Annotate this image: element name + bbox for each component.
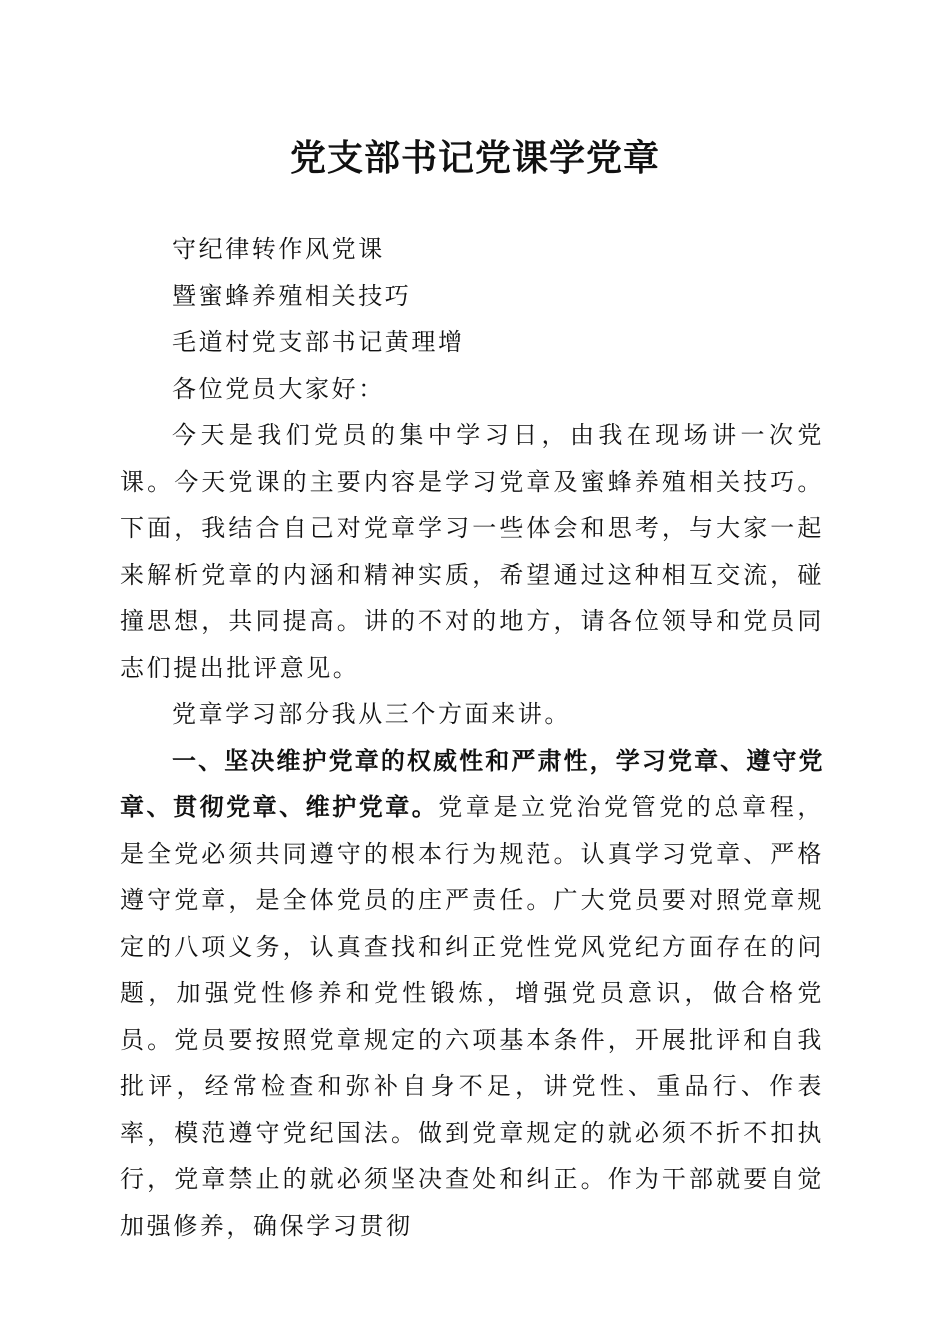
subtitle-line-2: 暨蜜蜂养殖相关技巧: [172, 281, 412, 310]
section-1-body: 党章是立党治党管党的总章程，是全党必须共同遵守的根本行为规范。认真学习党章、严格遵守党章，是全体党员的庄严责任。广大党员要对照党章规定的八项义务，认真查找和纠正党性党风党纪方面存在的问题，加强党性修养和党性锻炼，增强党员意识，做合格党员。党员要按照党章规定的六项基本条件，开展批评和自我批评，经常检查和弥补自身不足，讲党性、重品行、作表率，模范遵守党纪国法。做到党章规定的就必须不折不扣执行，党章禁止的就必须坚决查处和纠正。作为干部就要自觉加强修养，确保学习贯彻: [120, 793, 825, 1240]
section-1-heading: 一、坚决维护党章的权威性和严肃性，学习党章、遵守党章、贯彻党章、维护党章。: [120, 746, 824, 821]
document-body: [120, 226, 824, 1249]
greeting: 各位党员大家好：: [172, 374, 385, 403]
subtitle-line-1: 守纪律转作风党课: [172, 235, 385, 263]
document-title: 党支部书记党课学党章: [289, 137, 660, 179]
author-line: 毛道村党支部书记黄理增: [172, 328, 465, 356]
section-1-paragraph: [120, 738, 824, 1250]
intro-paragraph: 今天是我们党员的集中学习日，由我在现场讲一次党课。今天党课的主要内容是学习党章及蜜蜂养殖相关技巧。下面，我结合自己对党章学习一些体会和思考，与大家一起来解析党章的内涵和精神实质，希望通过这种相互交流，碰撞思想，共同提高。讲的不对的地方，请各位领导和党员同志们提出批评意见。: [120, 421, 824, 682]
overview-paragraph: 党章学习部分我从三个方面来讲。: [172, 700, 571, 728]
